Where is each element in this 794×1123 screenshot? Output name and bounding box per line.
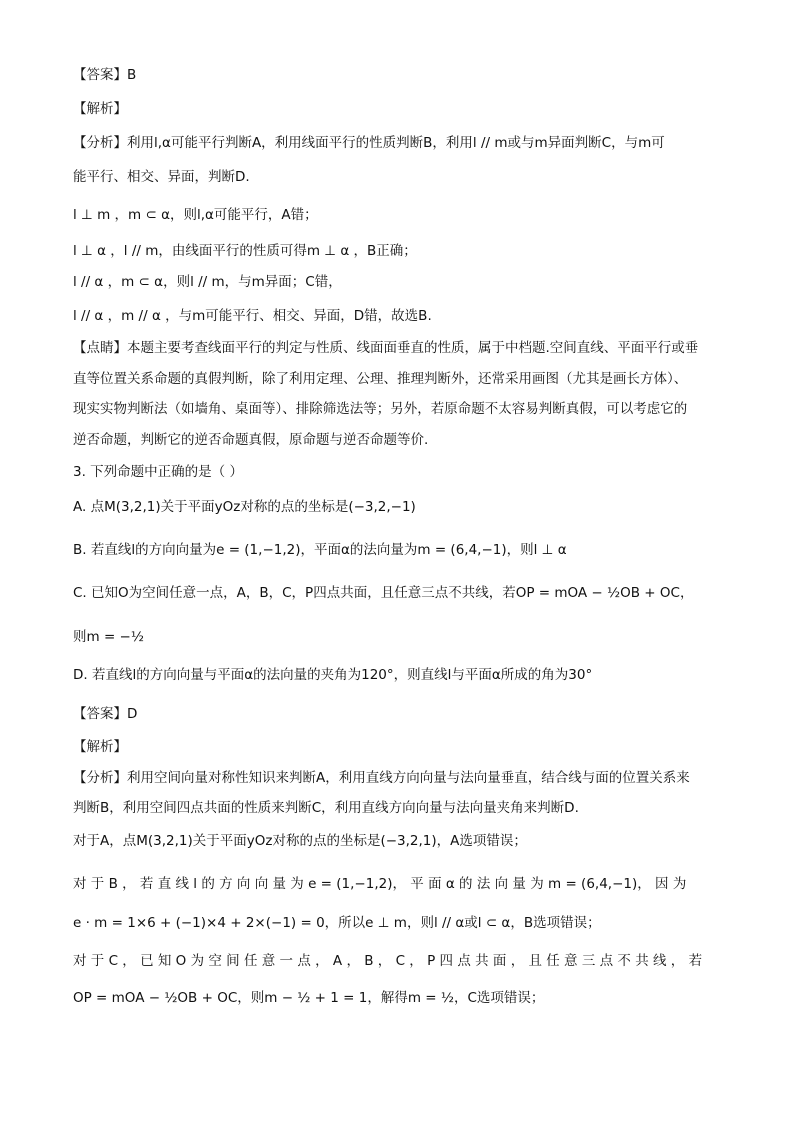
text-line: 【分析】利用l,α可能平行判断A，利用线面平行的性质判断B，利用l // m或与m异面判断C，与m可	[73, 135, 665, 151]
text-line: 直等位置关系命题的真假判断，除了利用定理、公理、推理判断外，还常采用画图（尤其是画长方体）、	[73, 371, 688, 387]
text-line: 对于A，点M(3,2,1)关于平面yOz对称的点的坐标是(−3,2,1)，A选项错误；	[73, 833, 527, 849]
text-line: 现实实物判断法（如墙角、桌面等）、排除筛选法等；另外，若原命题不太容易判断真假，可以考虑它的	[73, 401, 688, 417]
text-line: 对 于 B ， 若 直 线 l 的 方 向 向 量 为 e = (1,−1,2)， 平 面 α 的 法 向 量 为 m = (6,4,−1)， 因 为	[73, 876, 687, 892]
text-line: l ⊥ m ，m ⊂ α，则l,α可能平行，A错；	[73, 207, 318, 223]
option-d: D. 若直线l的方向向量与平面α的法向量的夹角为120°，则直线l与平面α所成的角为30°	[73, 667, 593, 683]
text-line: e · m = 1×6 + (−1)×4 + 2×(−1) = 0，所以e ⊥ m，则l // α或l ⊂ α，B选项错误；	[73, 915, 601, 931]
text-line: 能平行、相交、异面，判断D.	[73, 169, 250, 185]
text-line: OP = mOA − ½OB + OC，则m − ½ + 1 = 1，解得m = ½，C选项错误；	[73, 990, 545, 1006]
text-line: l ⊥ α ，l // m，由线面平行的性质可得m ⊥ α ，B正确；	[73, 243, 417, 259]
option-c: C. 已知O为空间任意一点，A，B，C，P四点共面，且任意三点不共线，若OP = mOA − ½OB + OC，	[73, 585, 694, 601]
question-stem: 3. 下列命题中正确的是（ ）	[73, 464, 243, 480]
text-line: 【点睛】本题主要考查线面平行的判定与性质、线面面垂直的性质，属于中档题.空间直线、平面平行或垂	[73, 340, 699, 356]
text-line: 【分析】利用空间向量对称性知识来判断A，利用直线方向向量与法向量垂直，结合线与面的位置关系来	[73, 770, 690, 786]
text-line: 逆否命题，判断它的逆否命题真假，原命题与逆否命题等价.	[73, 432, 429, 448]
answer-label: 【答案】D	[73, 706, 138, 722]
text-line: l // α ，m // α ，与m可能平行、相交、异面，D错，故选B.	[73, 308, 432, 324]
option-a: A. 点M(3,2,1)关于平面yOz对称的点的坐标是(−3,2,−1)	[73, 499, 416, 515]
analysis-label: 【解析】	[73, 101, 127, 117]
text-line: 判断B，利用空间四点共面的性质来判断C，利用直线方向向量与法向量夹角来判断D.	[73, 800, 579, 816]
analysis-label: 【解析】	[73, 739, 127, 755]
option-c-cont: 则m = −½	[73, 629, 144, 645]
text-line: l // α ，m ⊂ α，则l // m，与m异面；C错，	[73, 274, 342, 290]
answer-label: 【答案】B	[73, 67, 137, 83]
option-b: B. 若直线l的方向向量为e = (1,−1,2)，平面α的法向量为m = (6,4,−1)，则l ⊥ α	[73, 542, 567, 558]
text-line: 对 于 C ， 已 知 O 为 空 间 任 意 一 点 ， A ， B ， C ， P 四 点 共 面 ， 且 任 意 三 点 不 共 线 ， 若	[73, 953, 703, 969]
